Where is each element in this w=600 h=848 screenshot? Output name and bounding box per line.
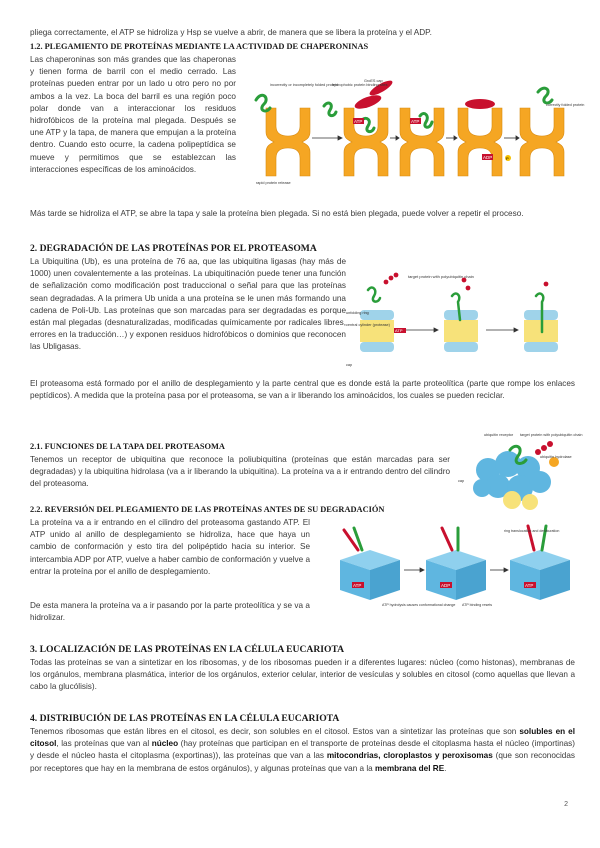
svg-text:incorrectly or incompletely fo: incorrectly or incompletely folded protein xyxy=(270,83,338,87)
svg-text:hydrophobic protein binding si: hydrophobic protein binding sites xyxy=(332,83,388,87)
heading-4: 4. DISTRIBUCIÓN DE LAS PROTEÍNAS EN LA CÉLULA EUCARIOTA xyxy=(30,713,340,724)
svg-text:ADP: ADP xyxy=(441,583,451,588)
svg-text:ATP: ATP xyxy=(411,119,420,124)
svg-text:ring translocation and denatur: ring translocation and denaturation xyxy=(504,529,560,533)
svg-text:target protein with polyubiqui: target protein with polyubiquitin chain xyxy=(520,433,583,437)
heading-2-1: 2.1. FUNCIONES DE LA TAPA DEL PROTEASOMA xyxy=(30,442,225,451)
distribution-paragraph xyxy=(30,726,575,775)
svg-text:P: P xyxy=(506,156,509,161)
svg-text:unfolding ring: unfolding ring xyxy=(346,311,369,315)
proteasome-figure xyxy=(346,270,576,370)
proteasome-cap-figure xyxy=(458,430,583,510)
page-number: 2 xyxy=(564,801,568,808)
svg-text:ATP: ATP xyxy=(353,583,362,588)
svg-text:target protein with polyubiqui: target protein with polyubiquitin chain xyxy=(408,274,474,279)
svg-text:cap: cap xyxy=(346,363,353,367)
svg-text:ADP: ADP xyxy=(483,155,493,160)
distribution-text-2: , las proteínas que van al xyxy=(56,739,152,749)
svg-text:ATP: ATP xyxy=(525,583,534,588)
ubiquitin-paragraph: La Ubiquitina (Ub), es una proteína de 76 aa, que las ubiquitina ligasas (hay más de 1000) unen covalentemente a las proteínas. La ubiquitinación puede tener una función de señalización como modificación post traduccional o señal para que las proteínas sean degradadas. A la primera Ub unida a una proteína se le unen más formando una cadena de Poli-Ub. Las proteínas que son marcadas para ser degradadas es porque están mal plegadas (desnaturalizadas, modificadas químicamente por radicales libres, errores en la traducción…) y exponen residuos hidrofóbicos o dominios que reconocen las Ubligasas. xyxy=(30,257,346,352)
chaperonin-figure xyxy=(246,78,585,190)
heading-2: 2. DEGRADACIÓN DE LAS PROTEÍNAS POR EL PROTEASOMA xyxy=(30,243,317,254)
bold-er-membrane: membrana del RE xyxy=(375,763,445,773)
unfolding-paragraph: La proteína va a ir entrando en el cilindro del proteasoma gastando ATP. El ATP unido al anillo de desplegamiento se hidroliza, hace que haya un cambio de conformación y esto tira del polipéptido hacia su interior. Se intercambia ADP por ATP, vuelve a haber cambio de conformación y vuelve a entrar la proteína por el anillo de desplegamiento. xyxy=(30,518,310,576)
distribution-text-5: . xyxy=(444,763,447,773)
bold-nucleus: núcleo xyxy=(151,739,179,749)
svg-text:cap: cap xyxy=(458,479,465,483)
svg-text:ubiquitin receptor: ubiquitin receptor xyxy=(484,433,514,437)
cap-paragraph: Tenemos un receptor de ubiquitina que reconoce la poliubiquitina (proteínas que están marcadas para ser degradadas) y la ubiquitina hidrolasa (va a ir liberando la ubiquitina). La proteína va a ir entrando dentro del cilindro del proteasoma. xyxy=(30,455,450,489)
svg-text:central cylinder (protease): central cylinder (protease) xyxy=(346,323,390,327)
unfolding-paragraph-2: De esta manera la proteína va a ir pasando por la parte proteolítica y se va a hidrolizar. xyxy=(30,601,310,623)
svg-text:correctly folded protein: correctly folded protein xyxy=(546,103,585,107)
chaperonin-paragraph: Las chaperoninas son más grandes que las chaperonas y tienen forma de barril con el medio cerrado. Las proteínas pueden entrar por un lado u otro pero no por ambos a la vez. La boca del barril es una región poco polar donde van a interaccionar los residuos hidrofóbicos de la proteína mal plegada. Después se une ATP y la tapa, de manera que empujan a la proteína dentro. Cuando esto ocurre, la cadena polipeptídica se mueve y permitimos que se establezcan las interacciones específicas de los aminoácidos. xyxy=(30,55,236,174)
svg-text:rapid protein release: rapid protein release xyxy=(256,181,291,185)
localization-paragraph: Todas las proteínas se van a sintetizar en los ribosomas, y de los ribosomas pueden ir a diferentes lugares: núcleo (como histonas), membranas de los orgánulos, membrana plasmática, interior de los orgánulos, exterior celular, interior de vesículas y solubles en citosol (como aquellas que llevan a cabo la glucólisis). xyxy=(30,658,575,692)
svg-text:ubiquitin hydrolase: ubiquitin hydrolase xyxy=(540,455,572,459)
heading-2-2: 2.2. REVERSIÓN DEL PLEGAMIENTO DE LAS PROTEÍNAS ANTES DE SU DEGRADACIÓN xyxy=(30,505,385,514)
heading-1-2: 1.2. PLEGAMIENTO DE PROTEÍNAS MEDIANTE LA ACTIVIDAD DE CHAPERONINAS xyxy=(30,42,369,51)
svg-text:ATP binding resets: ATP binding resets xyxy=(462,603,493,607)
bold-organelles: mitocondrias, cloroplastos y peroxisomas xyxy=(326,751,493,761)
distribution-text-4: (que son reconocidas por receptores que hay en la membrana de estos orgánulos), y algunas proteínas que van a la xyxy=(30,751,576,773)
intro-line: pliega correctamente, el ATP se hidroliza y Hsp se vuelve a abrir, de manera que se libera la proteína y el ADP. xyxy=(30,28,432,37)
svg-text:GroES cap: GroES cap xyxy=(364,79,383,83)
heading-3: 3. LOCALIZACIÓN DE LAS PROTEÍNAS EN LA CÉLULA EUCARIOTA xyxy=(30,644,345,655)
distribution-text-3: (hay proteínas que participan en el transporte de proteínas desde el citoplasma hasta el núcleo (importinas) y desde el núcleo hasta el citoplasma (exportinas)), las proteínas que van a las xyxy=(30,739,575,761)
unfolding-figure xyxy=(322,520,576,610)
svg-text:ATP: ATP xyxy=(395,328,403,333)
distribution-text-1: Tenemos ribosomas que están libres en el citosol, es decir, son solubles en el citosol. Estos van a sintetizar las proteínas que son xyxy=(30,727,520,736)
svg-text:ATP: ATP xyxy=(354,119,363,124)
proteasome-paragraph: El proteasoma está formado por el anillo de desplegamiento y la parte central que es donde está la parte proteolítica (parte que rompe los enlaces peptídicos). A medida que la proteína pasa por el proteasoma, se van a ir liberando los aminoácidos, los cuales se pueden reciclar. xyxy=(30,379,575,401)
bold-soluble: solubles en el citosol xyxy=(30,727,575,749)
svg-text:ATP hydrolysis causes conforma: ATP hydrolysis causes conformational change xyxy=(382,603,456,607)
chaperonin-paragraph-2: Más tarde se hidroliza el ATP, se abre la tapa y sale la proteína bien plegada. Si no está bien plegada, puede volver a repetir el proceso. xyxy=(30,209,524,218)
